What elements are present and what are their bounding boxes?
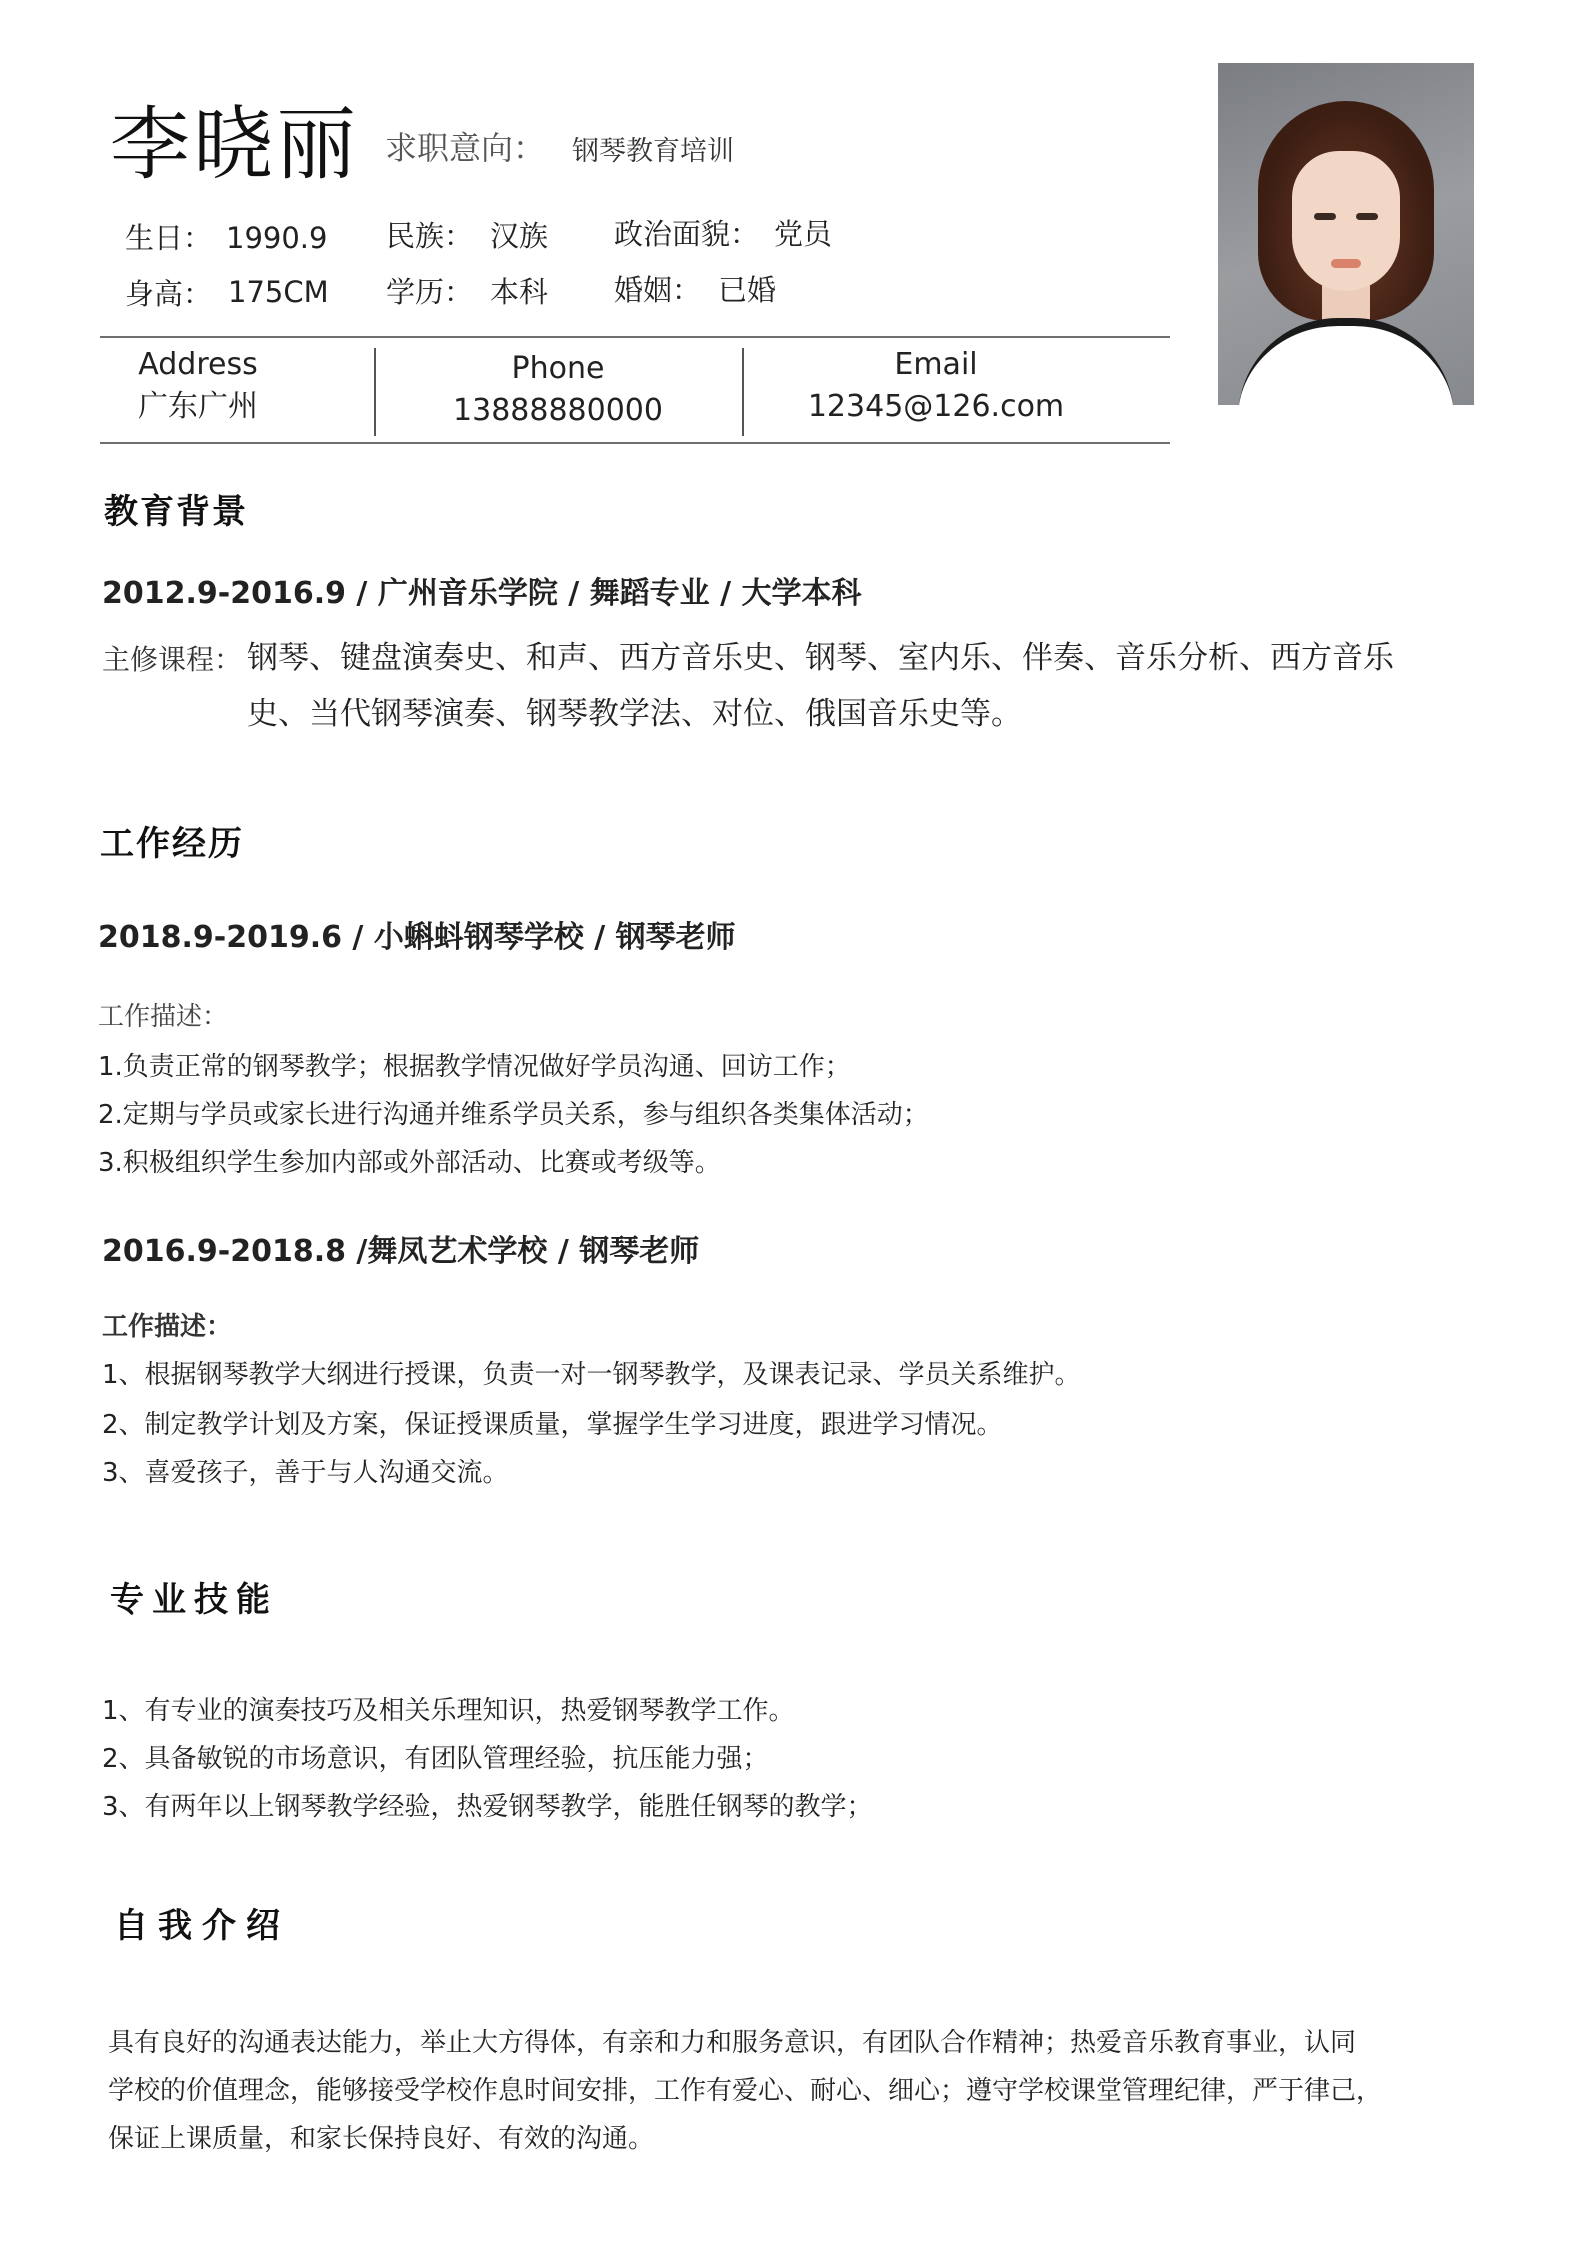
skill-item: 3、有两年以上钢琴教学经验，热爱钢琴教学，能胜任钢琴的教学； (102, 1792, 873, 1822)
address-block (48, 344, 348, 428)
job-heading: 2018.9-2019.6 / 小蝌蚪钢琴学校 / 钢琴老师 (98, 920, 736, 955)
job-intent-label: 求职意向： (385, 129, 546, 167)
height-value: 175CM (228, 275, 329, 309)
address-value: 广东广州 (138, 389, 258, 424)
politics-label: 政治面貌： (614, 217, 760, 251)
job-desc-label: 工作描述： (102, 1312, 233, 1342)
job-duty-item: 3.积极组织学生参加内部或外部活动、比赛或考级等。 (98, 1148, 721, 1178)
photo-face (1292, 151, 1400, 291)
contact-bottom-rule (100, 442, 1170, 444)
job-duty-item: 2.定期与学员或家长进行沟通并维系学员关系，参与组织各类集体活动； (98, 1100, 929, 1130)
phone-value: 13888880000 (453, 393, 663, 428)
nation-value: 汉族 (490, 219, 549, 253)
education-section-title: 教育背景 (104, 492, 248, 532)
intro-section-title: 自我介绍 (114, 1906, 290, 1946)
contact-top-rule (100, 336, 1170, 338)
marriage-label: 婚姻： (614, 273, 702, 307)
phone-block (408, 348, 708, 432)
photo-eye (1356, 213, 1378, 220)
address-label: Address (138, 347, 258, 382)
education-entry: 2012.9-2016.9 / 广州音乐学院 / 舞蹈专业 / 大学本科 (102, 576, 862, 611)
birth-label: 生日： (125, 221, 213, 255)
email-block (786, 344, 1086, 428)
job-intent-value: 钢琴教育培训 (572, 136, 734, 167)
job-desc-label: 工作描述： (98, 1002, 229, 1032)
candidate-name: 李晓丽 (110, 98, 359, 191)
birth-value: 1990.9 (226, 221, 328, 255)
job-duty-item: 1.负责正常的钢琴教学；根据教学情况做好学员沟通、回访工作； (98, 1052, 851, 1082)
height-label: 身高： (125, 277, 213, 311)
contact-divider (374, 348, 376, 436)
skill-item: 2、具备敏锐的市场意识，有团队管理经验，抗压能力强； (102, 1744, 769, 1774)
politics-value: 党员 (774, 217, 833, 251)
job-duty-item: 3、喜爱孩子，善于与人沟通交流。 (102, 1458, 509, 1488)
email-value: 12345@126.com (807, 389, 1065, 424)
job-duty-item: 1、根据钢琴教学大纲进行授课，负责一对一钢琴教学，及课表记录、学员关系维护。 (102, 1360, 1081, 1390)
marriage-value: 已婚 (718, 273, 777, 307)
photo-shirt (1238, 318, 1454, 405)
education-value: 本科 (490, 275, 549, 309)
skills-section-title: 专业技能 (110, 1580, 278, 1620)
work-section-title: 工作经历 (100, 824, 244, 864)
courses-line-1: 钢琴、键盘演奏史、和声、西方音乐史、钢琴、室内乐、伴奏、音乐分析、西方音乐 (247, 640, 1394, 676)
job-heading: 2016.9-2018.8 /舞凤艺术学校 / 钢琴老师 (102, 1234, 700, 1269)
photo-lips (1331, 259, 1361, 268)
nation-label: 民族： (386, 219, 474, 253)
courses-label: 主修课程： (102, 643, 243, 676)
photo-eye (1314, 213, 1336, 220)
profile-photo (1218, 63, 1474, 405)
email-label: Email (894, 347, 978, 382)
job-duty-item: 2、制定教学计划及方案，保证授课质量，掌握学生学习进度，跟进学习情况。 (102, 1410, 1003, 1440)
education-label: 学历： (386, 275, 474, 309)
intro-line: 保证上课质量，和家长保持良好、有效的沟通。 (108, 2124, 655, 2154)
intro-line: 具有良好的沟通表达能力，举止大方得体，有亲和力和服务意识，有团队合作精神；热爱音乐教育事业，认同 (108, 2028, 1357, 2058)
contact-divider (742, 348, 744, 436)
intro-line: 学校的价值理念，能够接受学校作息时间安排，工作有爱心、耐心、细心；遵守学校课堂管理纪律，严于律己， (108, 2076, 1383, 2106)
courses-line-2: 史、当代钢琴演奏、钢琴教学法、对位、俄国音乐史等。 (247, 696, 1022, 732)
phone-label: Phone (511, 351, 605, 386)
skill-item: 1、有专业的演奏技巧及相关乐理知识，热爱钢琴教学工作。 (102, 1696, 795, 1726)
